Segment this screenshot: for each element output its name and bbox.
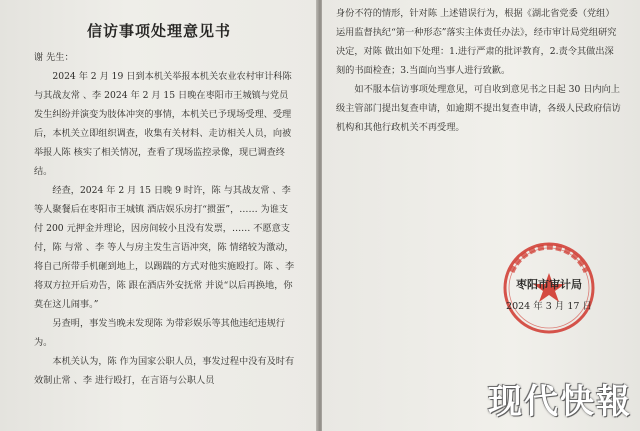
- paragraph-appeal: 如不服本信访事项处理意见，可自收到意见书之日起 30 日内向上级主管部门提出复查申请，如逾期不提出复查申请，各级人民政府信访机构和其他行政机关不再受理。: [336, 84, 621, 133]
- paragraph-decision: 身份不符的情形，针对陈 上述错误行为，根据《湖北省党委（党组）运用监督执纪“第一种形态”落实主体责任办法》，经市审计局党组研究决定，对陈 做出如下处理：1.进行严肃的批评教育，2.责令其做出深刻的书面检查；3.当面向当事人进行致歉。: [336, 8, 617, 76]
- right-body: [336, 4, 622, 137]
- paragraph-intro: 2024 年 2 月 19 日到本机关举报本机关农业农村审计科陈 与其战友常 、李 2024 年 2 月 15 日晚在枣阳市王城镇与党员发生纠纷并演变为肢体冲突的事情，本机关已予现场受理、受理后，本机关立即组织调查，收集有关材料、走访相关人员，向被举报人陈 核实了相关情况，查看了现场监控录像，现已调查终结。: [34, 71, 292, 177]
- document-title: 信访事项处理意见书: [86, 22, 231, 40]
- left-body: [34, 48, 296, 390]
- signature-org: 枣阳市审计局: [516, 278, 582, 291]
- paragraph-opinion: 本机关认为，陈 作为国家公职人员，事发过程中没有及时有效制止常 、李 进行殴打，在言语与公职人员: [34, 356, 295, 386]
- salutation: 谢 先生：: [34, 52, 74, 63]
- signature-date: 2024 年 3 月 17 日: [506, 301, 592, 312]
- left-page: [0, 0, 318, 431]
- paragraph-findings: 经查，2024 年 2 月 15 日晚 9 时许，陈 与其战友常 、李 等人聚餐后在枣阳市王城镇 酒店娱乐房打“掼蛋”，…… 为谁支付 200 元押金并理论，因房间较小且没有发票，…… 不愿意支付，陈 与常 、李 等人与房主发生言语冲突，陈 情绪较为激动，将自己所带手机砸到地上，以踢踹的方式对他实施殴打。陈 、李 将双方拉开后劝告，陈 跟在酒店外安抚常 并说“以后再换地，你莫在这儿闹事。”: [34, 185, 295, 310]
- right-page: [322, 0, 640, 431]
- signature-block: [484, 228, 614, 358]
- paragraph-additional: 另查明，事发当晚未发现陈 为带彩娱乐等其他违纪违规行为。: [34, 318, 285, 348]
- newspaper-watermark: 现代快報: [488, 382, 632, 422]
- official-seal-icon: [484, 228, 614, 358]
